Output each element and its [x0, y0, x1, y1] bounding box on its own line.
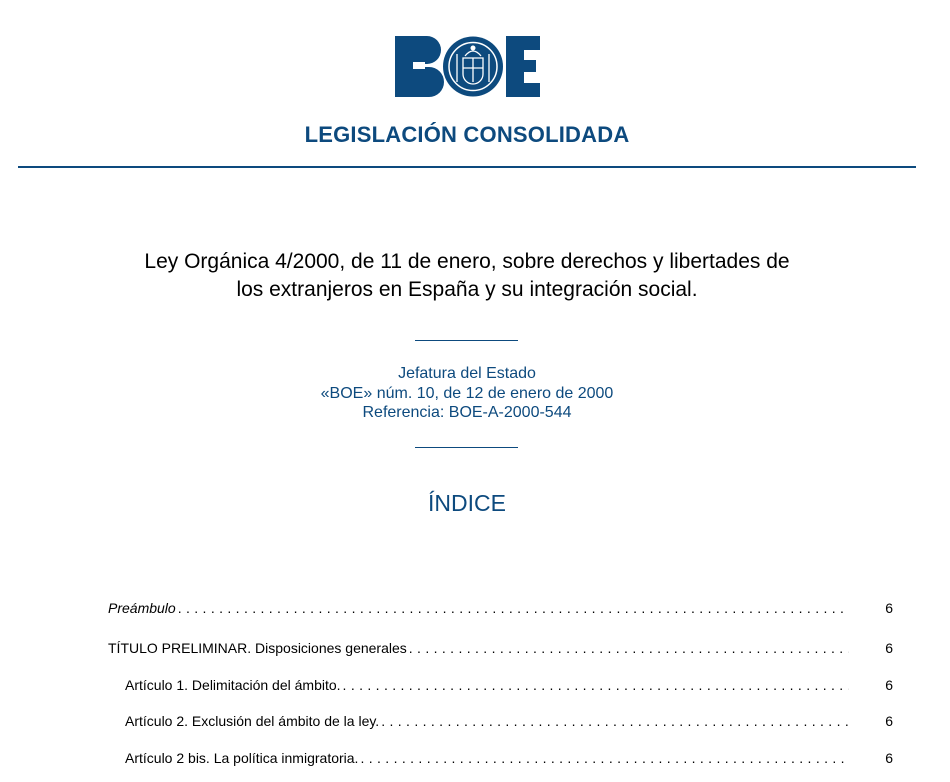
toc-leader-dots	[176, 600, 849, 616]
header-divider	[18, 166, 916, 168]
toc-entry-articulo-1[interactable]	[125, 677, 893, 697]
document-metadata	[0, 364, 934, 423]
toc-entry-titulo-preliminar[interactable]	[108, 640, 893, 660]
toc-entry-label: Artículo 2. Exclusión del ámbito de la ley.	[125, 713, 380, 729]
boe-logo	[395, 36, 540, 97]
collection-title: LEGISLACIÓN CONSOLIDADA	[304, 122, 630, 147]
document-title	[0, 248, 934, 304]
toc-entry-label: Preámbulo	[108, 600, 176, 616]
toc-leader-dots	[379, 713, 849, 729]
toc-entry-page: 6	[885, 600, 893, 616]
document-title-line-2: los extranjeros en España y su integración social.	[236, 278, 698, 301]
title-divider	[415, 340, 518, 341]
toc-leader-dots	[341, 677, 849, 693]
toc-entry-page: 6	[885, 677, 893, 693]
toc-leader-dots	[358, 750, 849, 766]
issuing-department: Jefatura del Estado	[398, 365, 536, 382]
toc-entry-label: TÍTULO PRELIMINAR. Disposiciones generales	[108, 640, 407, 656]
bulletin-number: «BOE» núm. 10, de 12 de enero de 2000	[320, 384, 614, 402]
metadata-divider	[415, 447, 518, 448]
document-reference: Referencia: BOE-A-2000-544	[362, 404, 572, 421]
toc-entry-label: Artículo 2 bis. La política inmigratoria.	[125, 750, 359, 766]
toc-entry-articulo-2-bis[interactable]	[125, 750, 893, 770]
toc-entry-label: Artículo 1. Delimitación del ámbito.	[125, 677, 341, 693]
toc-entry-articulo-2[interactable]	[125, 713, 893, 733]
toc-entry-preambulo[interactable]	[108, 600, 893, 620]
toc-leader-dots	[407, 640, 849, 656]
toc-entry-page: 6	[885, 640, 893, 656]
toc-entry-page: 6	[885, 750, 893, 766]
document-title-line-1: Ley Orgánica 4/2000, de 11 de enero, sobre derechos y libertades de	[144, 250, 790, 273]
index-title: ÍNDICE	[428, 490, 506, 516]
toc-entry-page: 6	[885, 713, 893, 729]
